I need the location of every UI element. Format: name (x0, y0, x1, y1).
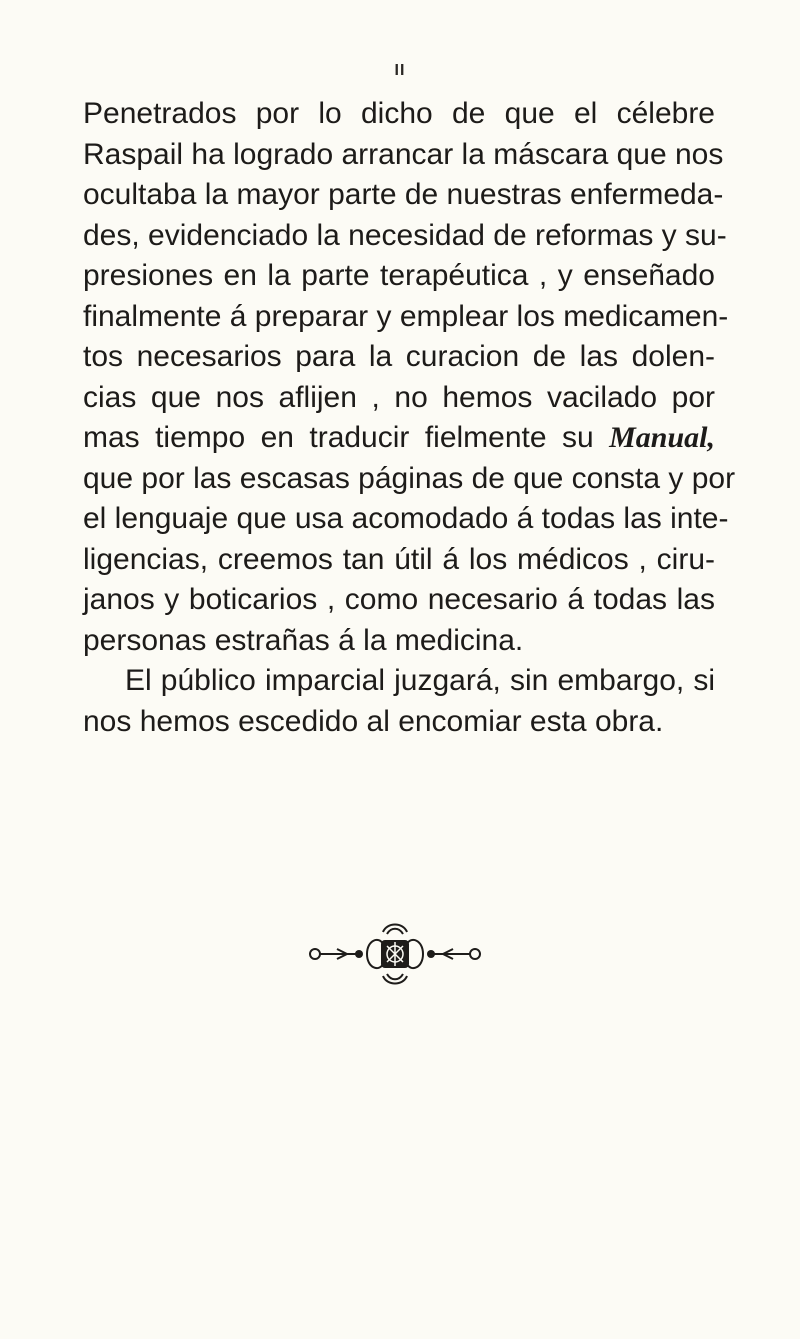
text-line-7: tos necesarios para la curacion de las dolen- (83, 340, 715, 373)
text-line-14: personas estrañas á la medicina. (83, 623, 524, 657)
text-line-8: cias que nos aflijen , no hemos vacilado por (83, 380, 715, 414)
page-number: II (394, 62, 406, 79)
text-line-13: janos y boticarios , como necesario á todas las (83, 583, 715, 616)
body-paragraph (83, 94, 736, 742)
text-line-11: el lenguaje que usa acomodado á todas las inte- (83, 502, 729, 535)
text-line-1: Penetrados por lo dicho de que el célebre (83, 97, 715, 130)
text-line-5: presiones en la parte terapéutica , y enseñado (83, 259, 715, 292)
text-line-16: nos hemos escedido al encomiar esta obra. (83, 704, 664, 738)
text-line-4: des, evidenciado la necesidad de reformas y su- (83, 218, 727, 252)
printer-ornament-icon (307, 918, 483, 990)
text-line-6: finalmente á preparar y emplear los medicamen- (83, 299, 729, 333)
text-line-3: ocultaba la mayor parte de nuestras enfermeda- (83, 178, 724, 211)
italic-title-word: Manual, (609, 421, 715, 454)
text-line-9 (83, 418, 715, 459)
text-line-9-start: mas tiempo en traducir fielmente su (83, 421, 594, 454)
text-line-12: ligencias, creemos tan útil á los médicos , ciru- (83, 542, 715, 576)
text-line-10: que por las escasas páginas de que consta y por (83, 461, 736, 495)
text-line-2: Raspail ha logrado arrancar la máscara que nos (83, 137, 724, 171)
text-line-15: El público imparcial juzgará, sin embargo, si (125, 664, 715, 697)
